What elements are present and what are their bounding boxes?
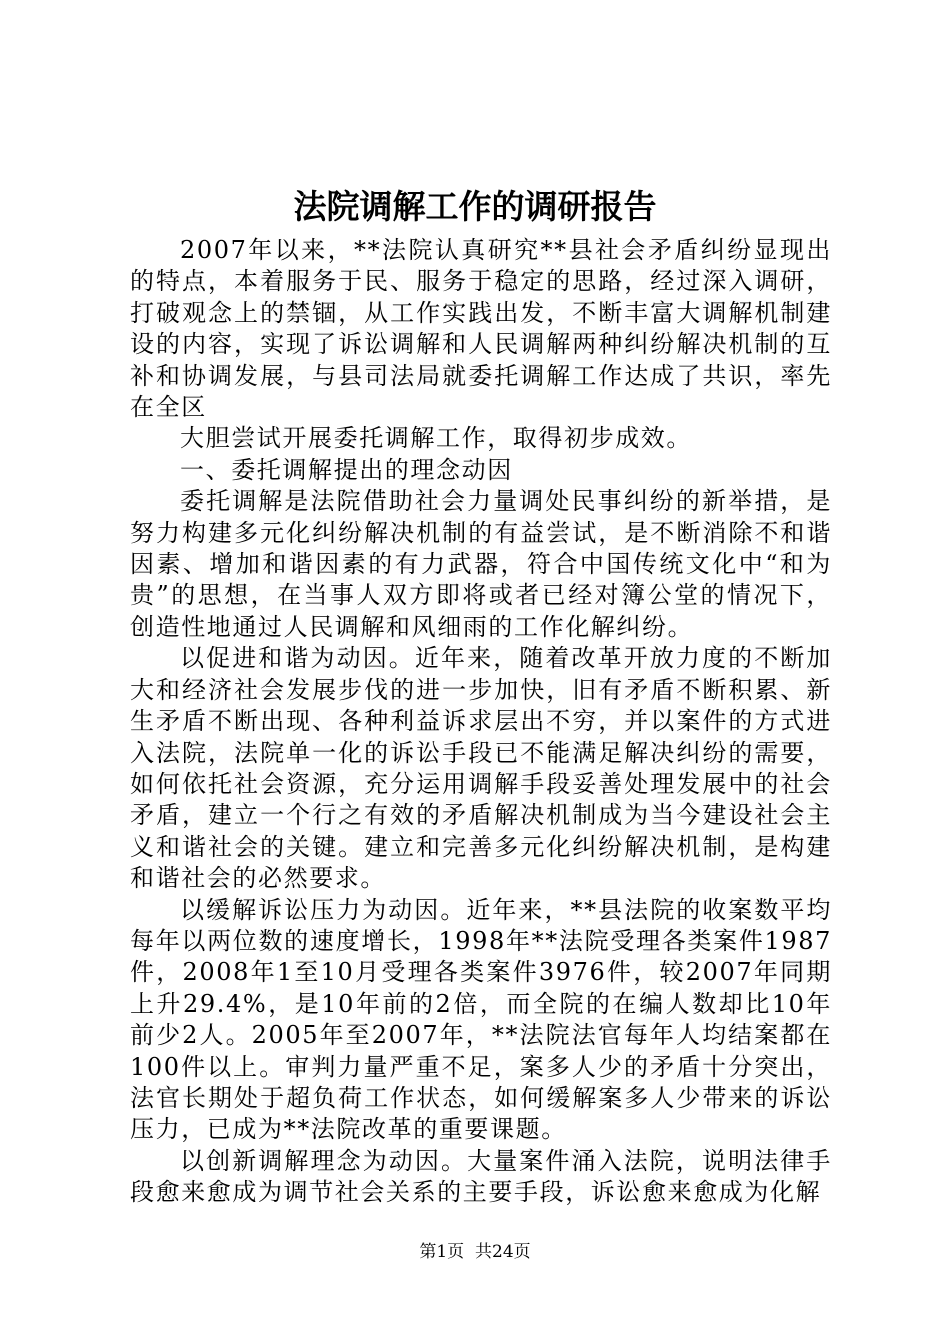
page-total: 共24页 (475, 1242, 531, 1262)
section-heading-1: 一、委托调解提出的理念动因 (180, 455, 513, 484)
page-footer (0, 1240, 950, 1264)
paragraph-intro-continued: 大胆尝试开展委托调解工作，取得初步成效。 (180, 424, 692, 453)
document-title: 法院调解工作的调研报告 (293, 187, 657, 226)
paragraph-promote-harmony: 以促进和谐为动因。近年来，随着改革开放力度的不断加大和经济社会发展步伐的进一步加快，旧有矛盾不断积累、新生矛盾不断出现、各种利益诉求层出不穷，并以案件的方式进入法院，法院单一化的诉讼手段已不能满足解决纠纷的需要，如何依托社会资源，充分运用调解手段妥善处理发展中的社会矛盾，建立一个行之有效的矛盾解决机制成为当今建设社会主义和谐社会的关键。建立和完善多元化纠纷解决机制，是构建和谐社会的必然要求。 (130, 644, 832, 893)
paragraph-intro: 2007年以来，**法院认真研究**县社会矛盾纠纷显现出的特点，本着服务于民、服务于稳定的思路，经过深入调研，打破观念上的禁锢，从工作实践出发，不断丰富大调解机制建设的内容，实现了诉讼调解和人民调解两种纠纷解决机制的互补和协调发展，与县司法局就委托调解工作达成了共识，率先在全区 (130, 236, 832, 422)
paragraph-innovate-concept: 以创新调解理念为动因。大量案件涌入法院，说明法律手段愈来愈成为调节社会关系的主要手段，诉讼愈来愈成为化解 (130, 1146, 832, 1207)
paragraph-entrusted-mediation: 委托调解是法院借助社会力量调处民事纠纷的新举措，是努力构建多元化纠纷解决机制的有益尝试，是不断消除不和谐因素、增加和谐因素的有力武器，符合中国传统文化中“和为贵”的思想，在当事人双方即将或者已经对簿公堂的情况下，创造性地通过人民调解和风细雨的工作化解纠纷。 (130, 487, 832, 641)
paragraph-relieve-pressure: 以缓解诉讼压力为动因。近年来，**县法院的收案数平均每年以两位数的速度增长，1998年**法院受理各类案件1987件，2008年1至10月受理各类案件3976件，较2007年同期上升29.4%，是10年前的2倍，而全院的在编人数却比10年前少2人。2005年至2007年，**法院法官每年人均结案都在100件以上。审判力量严重不足，案多人少的矛盾十分突出，法官长期处于超负荷工作状态，如何缓解案多人少带来的诉讼压力，已成为**法院改革的重要课题。 (130, 895, 832, 1144)
document-body (130, 235, 832, 1209)
page-number: 第1页 (419, 1242, 465, 1262)
